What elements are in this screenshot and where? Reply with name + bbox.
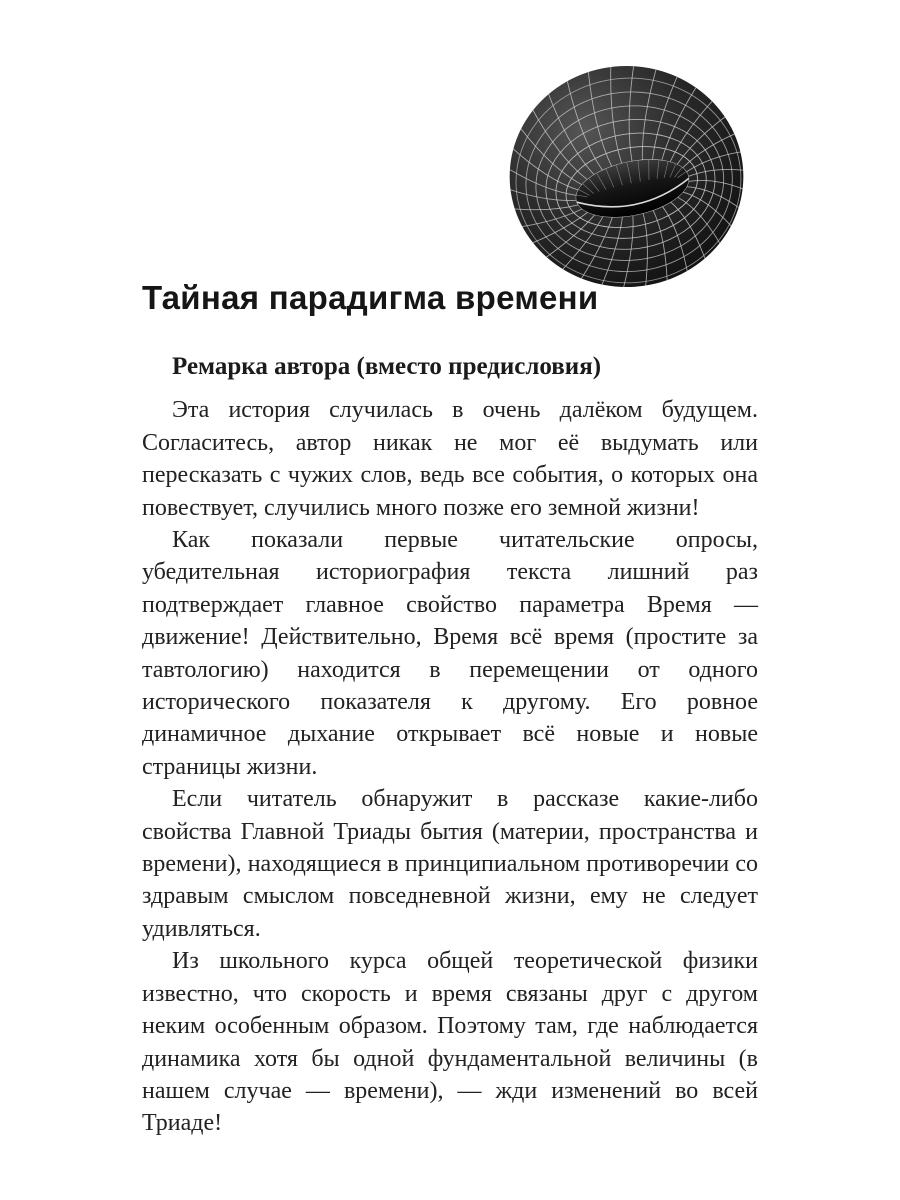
paragraph: Эта история случилась в очень далёком будущем. Согласитесь, автор никак не мог её выдумать или пересказать с чужих слов, ведь все события, о которых она повествует, случились много позже его земной жизни! xyxy=(142,397,758,521)
paragraph: Если читатель обнаружит в рассказе какие-либо свойства Главной Триады бытия (материи, пространства и времени), находящиеся в принципиальном противоречии со здравым смыслом повседневной жизни, ему не следует удивляться. xyxy=(142,786,758,942)
section-heading: Ремарка автора (вместо предисловия) xyxy=(172,352,602,380)
paragraph: Как показали первые читательские опросы, убедительная историография текста лишний раз подтверждает главное свойство параметра Время — движение! Действительно, Время всё время (простите за тавтологию) находится в перемещении от одного исторического показателя к другому. Его ровное динамичное дыхание открывает всё новые и новые страницы жизни. xyxy=(142,527,758,780)
chapter-title: Тайная парадигма времени xyxy=(142,279,599,316)
body-text xyxy=(142,394,758,1139)
wormhole-funnel-icon xyxy=(508,66,745,291)
page-content xyxy=(142,281,758,1140)
paragraph: Из школьного курса общей теоретической физики известно, что скорость и время связаны друг с другом неким особенным образом. Поэтому там, где наблюдается динамика хотя бы одной фундаментальной величины (в нашем случае — времени), — жди изменений во всей Триаде! xyxy=(142,948,758,1137)
spacetime-funnel-illustration xyxy=(508,66,745,291)
